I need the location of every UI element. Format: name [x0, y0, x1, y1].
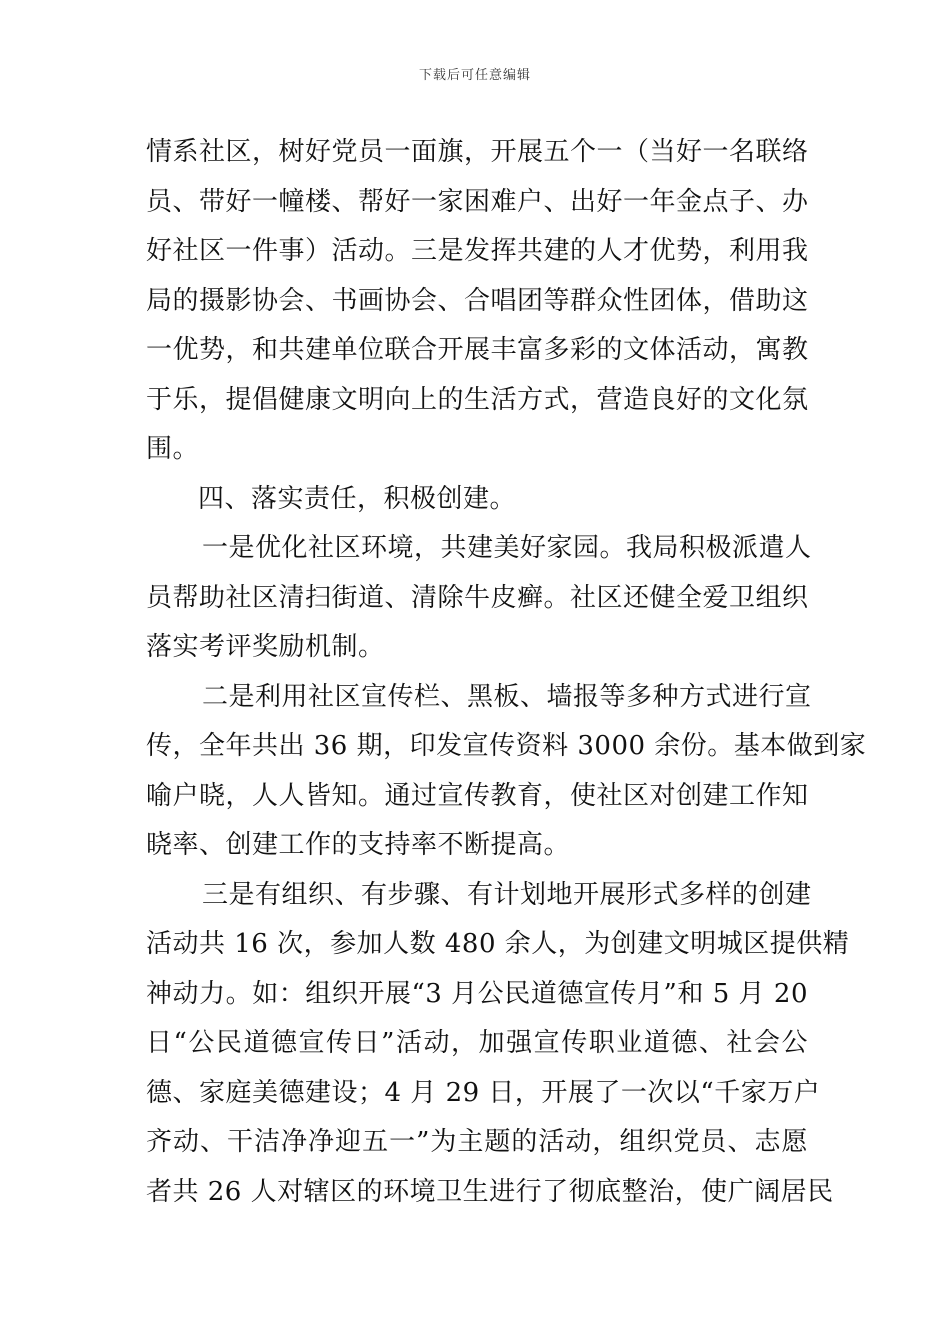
paragraph: [146, 673, 867, 871]
text-line: 围。: [146, 434, 200, 464]
paragraph: [146, 524, 812, 673]
section-heading: [146, 475, 808, 525]
text-line: 员、带好一幢楼、帮好一家困难户、出好一年金点子、办: [146, 186, 809, 217]
text-line: 一优势，和共建单位联合开展丰富多彩的文体活动，寓教: [146, 335, 809, 365]
text-line: 传，全年共出 36 期，印发宣传资料 3000 余份。基本做到家: [146, 731, 867, 761]
text-line: 好社区一件事）活动。三是发挥共建的人才优势，利用我: [146, 236, 809, 266]
text-line: 员帮助社区清扫街道、清除牛皮癣。社区还健全爱卫组织: [146, 582, 809, 613]
text-line: 日“公民道德宣传日”活动，加强宣传职业道德、社会公: [146, 1028, 808, 1058]
text-line: 情系社区，树好党员一面旗，开展五个一（当好一名联络: [146, 137, 809, 167]
heading-line: 四、落实责任，积极创建。: [198, 483, 517, 514]
text-line: 晓率、创建工作的支持率不断提高。: [146, 830, 571, 860]
text-line: 者共 26 人对辖区的环境卫生进行了彻底整治，使广阔居民: [146, 1176, 834, 1207]
text-line: 于乐，提倡健康文明向上的生活方式，营造良好的文化氛: [146, 384, 809, 415]
text-line: 落实考评奖励机制。: [146, 632, 385, 662]
document-body: [146, 128, 867, 1217]
page-header: 下载后可任意编辑: [418, 68, 531, 83]
text-line: 三是有组织、有步骤、有计划地开展形式多样的创建: [202, 879, 812, 910]
text-line: 一是优化社区环境，共建美好家园。我局积极派遣人: [202, 533, 812, 563]
paragraph: [146, 871, 850, 1218]
paragraph: [146, 128, 808, 475]
text-line: 局的摄影协会、书画协会、合唱团等群众性团体，借助这: [146, 285, 809, 316]
text-line: 德、家庭美德建设；4 月 29 日，开展了一次以“千家万户: [146, 1077, 821, 1108]
text-line: 活动共 16 次，参加人数 480 余人，为创建文明城区提供精: [146, 929, 850, 959]
text-line: 喻户晓，人人皆知。通过宣传教育，使社区对创建工作知: [146, 780, 809, 811]
text-line: 二是利用社区宣传栏、黑板、墙报等多种方式进行宣: [202, 681, 812, 712]
text-line: 神动力。如：组织开展“3 月公民道德宣传月”和 5 月 20: [146, 978, 808, 1009]
text-line: 齐动、干洁净净迎五一”为主题的活动，组织党员、志愿: [146, 1127, 808, 1157]
